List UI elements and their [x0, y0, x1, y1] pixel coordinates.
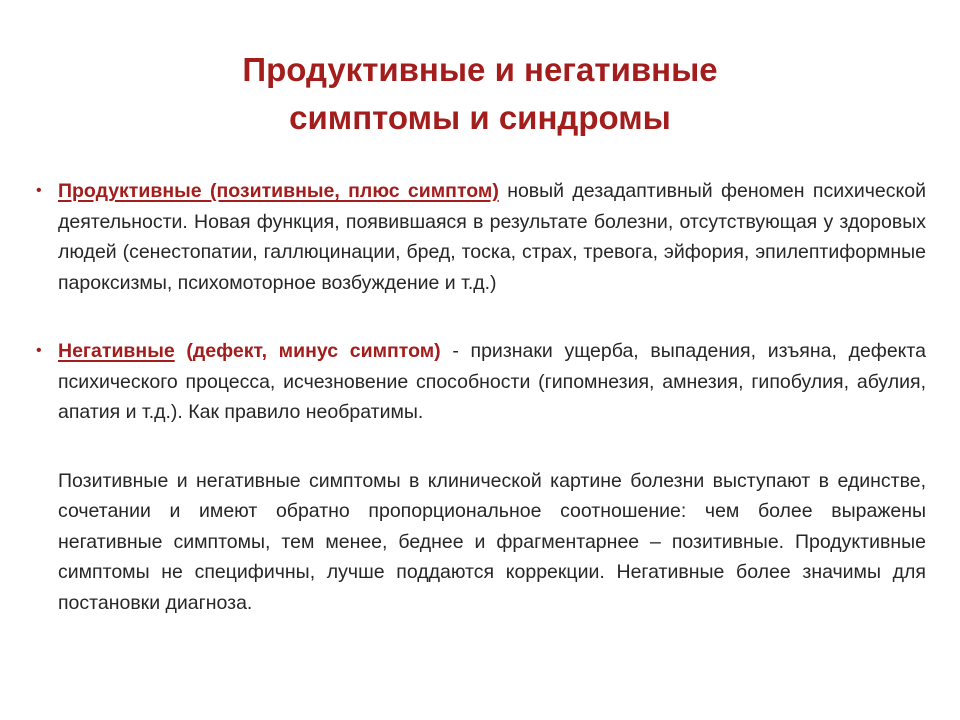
term-negative: Негативные — [58, 340, 175, 362]
bullet-icon: • — [36, 182, 42, 199]
bullet-item-negative — [36, 336, 926, 428]
slide-title-line-2: симптомы и синдромы — [289, 99, 671, 136]
slide-title-line-1: Продуктивные и негативные — [242, 51, 718, 88]
definition-productive: новый дезадаптивный феномен психической деятельности. Новая функция, появившаяся в результате болезни, отсутствующая у здоровых людей (сенестопатии, галлюцинации, бред, тоска, страх, тревога, эйфория, эпилептиформные пароксизмы, психомоторное возбуждение и т.д.) — [58, 180, 926, 294]
definition-negative: - признаки ущерба, выпадения, изъяна, дефекта психического процесса, исчезновение способности (гипомнезия, амнезия, гипобулия, абулия, апатия и т.д.). Как правило необратимы. — [58, 340, 926, 423]
summary-paragraph: Позитивные и негативные симптомы в клинической картине болезни выступают в единстве, сочетании и имеют обратно пропорциональное соотношение: чем более выражены негативные симптомы, тем менее, беднее и фрагментарнее – позитивные. Продуктивные симптомы не специфичны, лучше поддаются коррекции. Негативные более значимы для постановки диагноза. — [58, 469, 926, 614]
bullet-item-productive — [36, 176, 926, 298]
term-negative-extra: (дефект, минус симптом) — [174, 340, 441, 362]
bullet-icon: • — [36, 342, 42, 359]
term-productive: Продуктивные (позитивные, плюс симптом) — [58, 180, 499, 202]
slide-title — [80, 46, 880, 142]
slide-content — [36, 176, 926, 618]
